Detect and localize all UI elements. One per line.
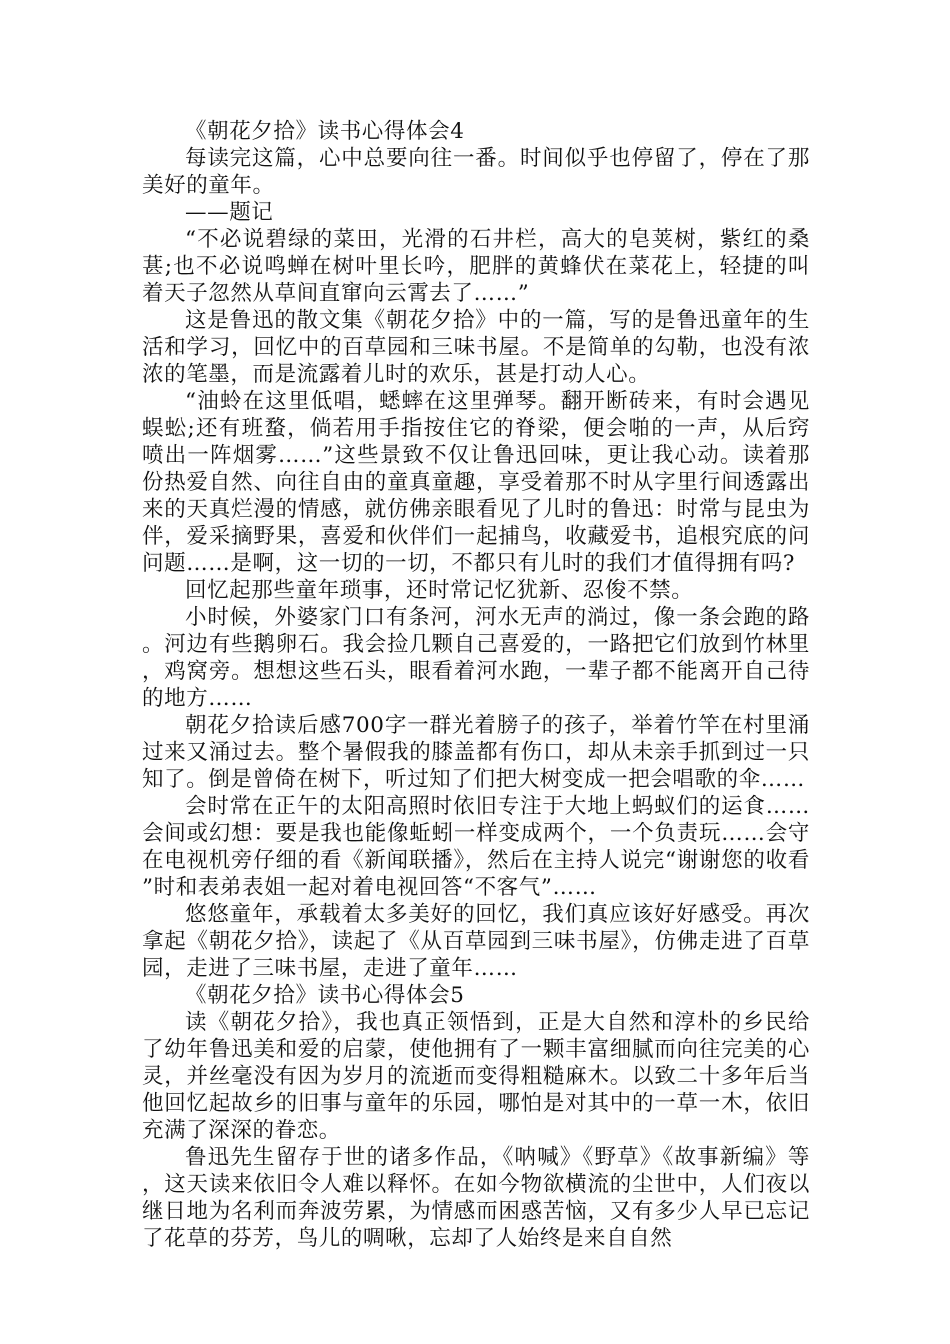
section-heading-5: 《朝花夕拾》读书心得体会5: [185, 983, 465, 1008]
paragraph: 鲁迅先生留存于世的诸多作品，《呐喊》《野草》《故事新编》等，这天读来依旧令人难以释怀。在如今物欲横流的尘世中，人们夜以继日地为名利而奔波劳累，为情感而困惑苦恼，又有多少人早已忘记了花草的芬芳，鸟儿的啁啾，忘却了人始终是来自自然: [142, 1145, 810, 1251]
paragraph: 读《朝花夕拾》，我也真正领悟到，正是大自然和淳朴的乡民给了幼年鲁迅美和爱的启蒙，使他拥有了一颗丰富细腻而向往完美的心灵，并丝毫没有因为岁月的流逝而变得粗糙麻木。以致二十多年后当他回忆起故乡的旧事与童年的乐园，哪怕是对其中的一草一木，依旧充满了深深的眷恋。: [142, 1010, 810, 1143]
paragraph: 会时常在正午的太阳高照时依旧专注于大地上蚂蚁们的运食……会间或幻想：要是我也能像蚯蚓一样变成两个，一个负责玩……会守在电视机旁仔细的看《新闻联播》，然后在主持人说完“谢谢您的收看”时和表弟表姐一起对着电视回答“不客气”……: [142, 794, 810, 900]
paragraph: “油蛉在这里低唱，蟋蟀在这里弹琴。翻开断砖来，有时会遇见蜈蚣;还有班蝥，倘若用手指按住它的脊梁，便会啪的一声，从后窍喷出一阵烟雾……”这些景致不仅让鲁迅回味，更让我心动。读着那份热爱自然、向往自由的童真童趣，享受着那不时从字里行间透露出来的天真烂漫的情感，就仿佛亲眼看见了儿时的鲁迅：时常与昆虫为伴，爱采摘野果，喜爱和伙伴们一起捕鸟，收藏爱书，追根究底的问问题……是啊，这一切的一切，不都只有儿时的我们才值得拥有吗?: [142, 389, 810, 576]
paragraph: 朝花夕拾读后感700字一群光着膀子的孩子，举着竹竿在村里涌过来又涌过去。整个暑假我的膝盖都有伤口，却从未亲手抓到过一只知了。倒是曾倚在树下，听过知了们把大树变成一把会唱歌的伞……: [142, 713, 810, 792]
section-heading-4: 《朝花夕拾》读书心得体会4: [185, 119, 465, 144]
document-body: [142, 118, 810, 1252]
paragraph: 悠悠童年，承载着太多美好的回忆，我们真应该好好感受。再次拿起《朝花夕拾》，读起了《从百草园到三味书屋》，仿佛走进了百草园，走进了三味书屋，走进了童年……: [142, 902, 810, 981]
epigraph-note: ——题记: [185, 200, 274, 225]
paragraph: 这是鲁迅的散文集《朝花夕拾》中的一篇，写的是鲁迅童年的生活和学习，回忆中的百草园和三味书屋。不是简单的勾勒，也没有浓浓的笔墨，而是流露着儿时的欢乐，甚是打动人心。: [142, 308, 810, 387]
paragraph: 小时候，外婆家门口有条河，河水无声的淌过，像一条会跑的路。河边有些鹅卵石。我会捡几颗自己喜爱的，一路把它们放到竹林里，鸡窝旁。想想这些石头，眼看着河水跑，一辈子都不能离开自己待的地方……: [142, 605, 810, 711]
paragraph: 每读完这篇，心中总要向往一番。时间似乎也停留了，停在了那美好的童年。: [142, 146, 810, 198]
paragraph: 回忆起那些童年琐事，还时常记忆犹新、忍俊不禁。: [185, 578, 694, 603]
quotation-paragraph: “不必说碧绿的菜田，光滑的石井栏，高大的皂荚树，紫红的桑葚;也不必说鸣蝉在树叶里长吟，肥胖的黄蜂伏在菜花上，轻捷的叫着天子忽然从草间直窜向云霄去了……”: [142, 227, 810, 306]
